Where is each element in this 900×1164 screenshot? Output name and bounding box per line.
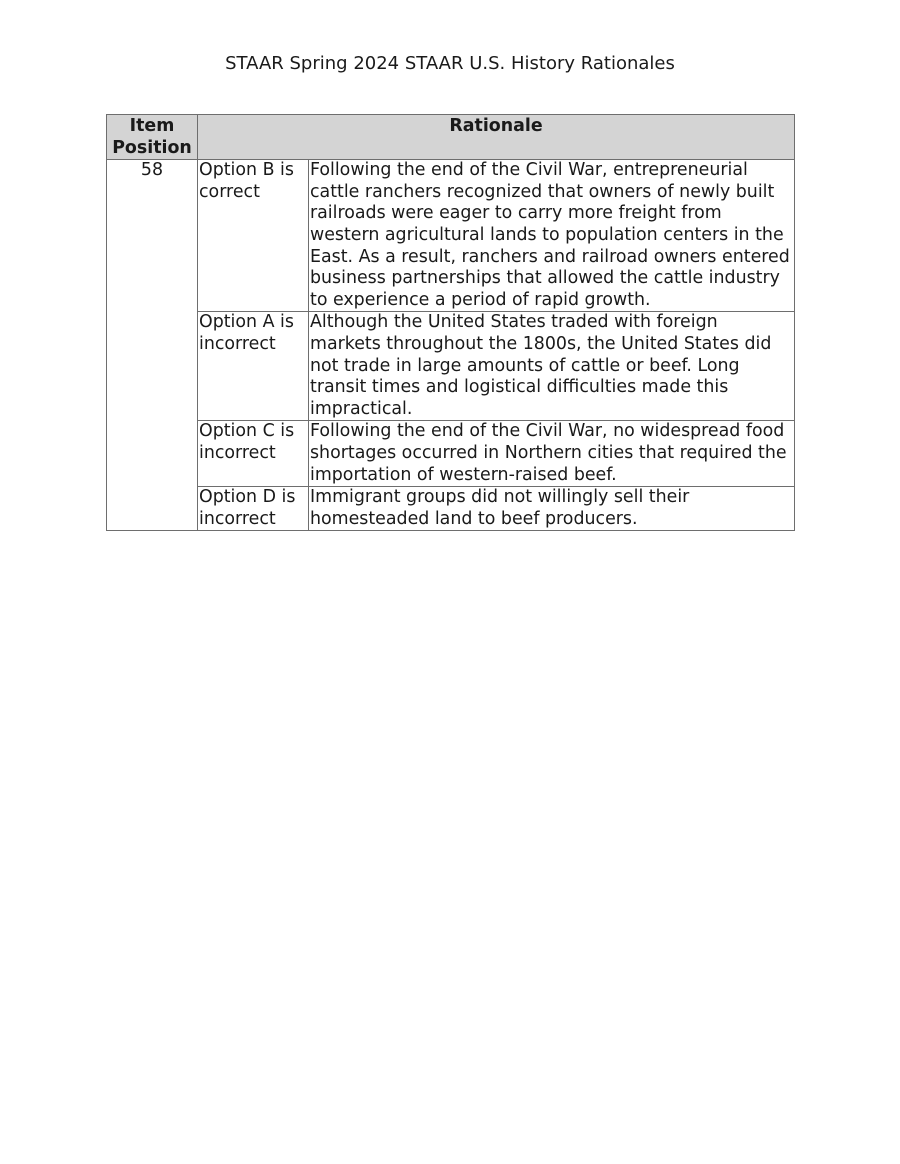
rationale-text: Although the United States traded with foreign markets throughout the 1800s, the United States did not trade in large amounts of cattle or beef. Long transit times and logistical difficulties made this impractical. — [309, 312, 795, 421]
option-label: Option D is incorrect — [198, 487, 309, 531]
table-row — [107, 487, 795, 531]
table-row — [107, 421, 795, 487]
header-item-position: Item Position — [107, 115, 198, 160]
header-rationale: Rationale — [198, 115, 795, 160]
rationale-text: Immigrant groups did not willingly sell their homesteaded land to beef producers. — [309, 487, 795, 531]
table-row — [107, 312, 795, 421]
header-row — [107, 115, 795, 160]
table-row — [107, 160, 795, 312]
option-label: Option A is incorrect — [198, 312, 309, 421]
rationale-text: Following the end of the Civil War, entrepreneurial cattle ranchers recognized that owners of newly built railroads were eager to carry more freight from western agricultural lands to population centers in the East. As a result, ranchers and railroad owners entered business partnerships that allowed the cattle industry to experience a period of rapid growth. — [309, 160, 795, 312]
rationale-table — [106, 114, 795, 531]
option-label: Option C is incorrect — [198, 421, 309, 487]
page-title: STAAR Spring 2024 STAAR U.S. History Rationales — [225, 53, 675, 74]
rationale-text: Following the end of the Civil War, no widespread food shortages occurred in Northern cities that required the importation of western-raised beef. — [309, 421, 795, 487]
item-position-cell: 58 — [107, 160, 198, 531]
option-label: Option B is correct — [198, 160, 309, 312]
